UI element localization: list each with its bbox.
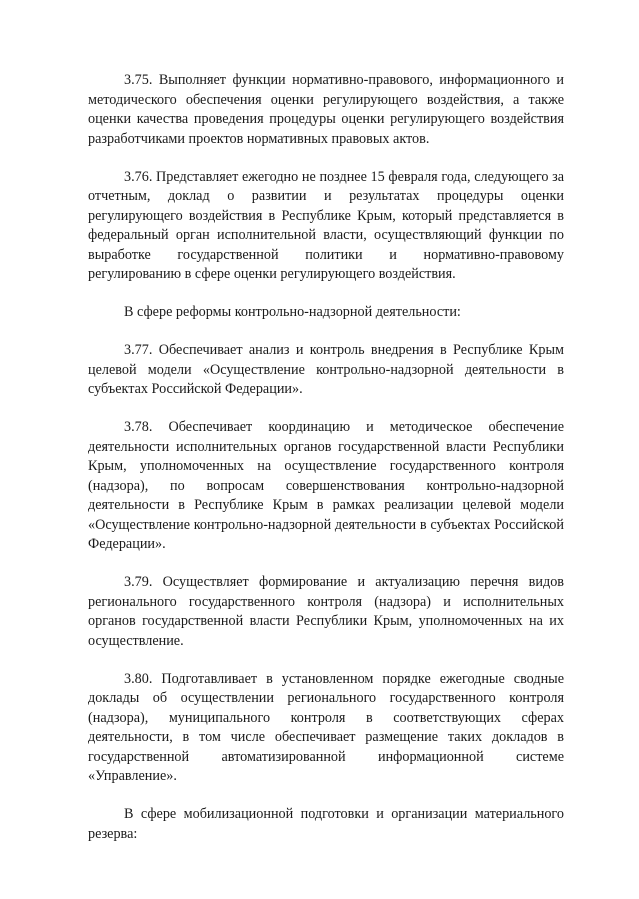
section-heading-control-supervision: В сфере реформы контрольно-надзорной деятельности: bbox=[124, 304, 461, 320]
paragraph-3-78: 3.78. Обеспечивает координацию и методическое обеспечение деятельности исполнительных органов государственной власти Республики Крым, уполномоченных на осуществление государственного контроля (надзора), по вопросам совершенствования контрольно-надзорной деятельности в Республике Крым в рамках реализации целевой модели «Осуществление контрольно-надзорной деятельности в субъектах Российской Федерации». bbox=[88, 419, 564, 552]
section-heading-mobilization: В сфере мобилизационной подготовки и организации материального резерва: bbox=[88, 806, 564, 842]
paragraph-3-79: 3.79. Осуществляет формирование и актуализацию перечня видов регионального государственного контроля (надзора) и исполнительных органов государственной власти Республики Крым, уполномоченных на их осуществление. bbox=[88, 574, 564, 649]
paragraph-3-77: 3.77. Обеспечивает анализ и контроль внедрения в Республике Крым целевой модели «Осуществление контрольно-надзорной деятельности в субъектах Российской Федерации». bbox=[88, 342, 564, 397]
document-page bbox=[88, 71, 564, 863]
paragraph-3-75: 3.75. Выполняет функции нормативно-правового, информационного и методического обеспечения оценки регулирующего воздействия, а также оценки качества проведения процедуры оценки регулирующего воздействия разработчиками проектов нормативных правовых актов. bbox=[88, 72, 564, 147]
paragraph-3-76: 3.76. Представляет ежегодно не позднее 15 февраля года, следующего за отчетным, доклад о развитии и результатах процедуры оценки регулирующего воздействия в Республике Крым, который представляется в федеральный орган исполнительной власти, осуществляющий функции по выработке государственной политики и нормативно-правовому регулированию в сфере оценки регулирующего воздействия. bbox=[88, 168, 564, 282]
paragraph-3-80: 3.80. Подготавливает в установленном порядке ежегодные сводные доклады об осуществлении регионального государственного контроля (надзора), муниципального контроля в соответствующих сферах деятельности, в том числе обеспечивает размещение таких докладов в государственной автоматизированной информационной системе «Управление». bbox=[88, 670, 564, 784]
